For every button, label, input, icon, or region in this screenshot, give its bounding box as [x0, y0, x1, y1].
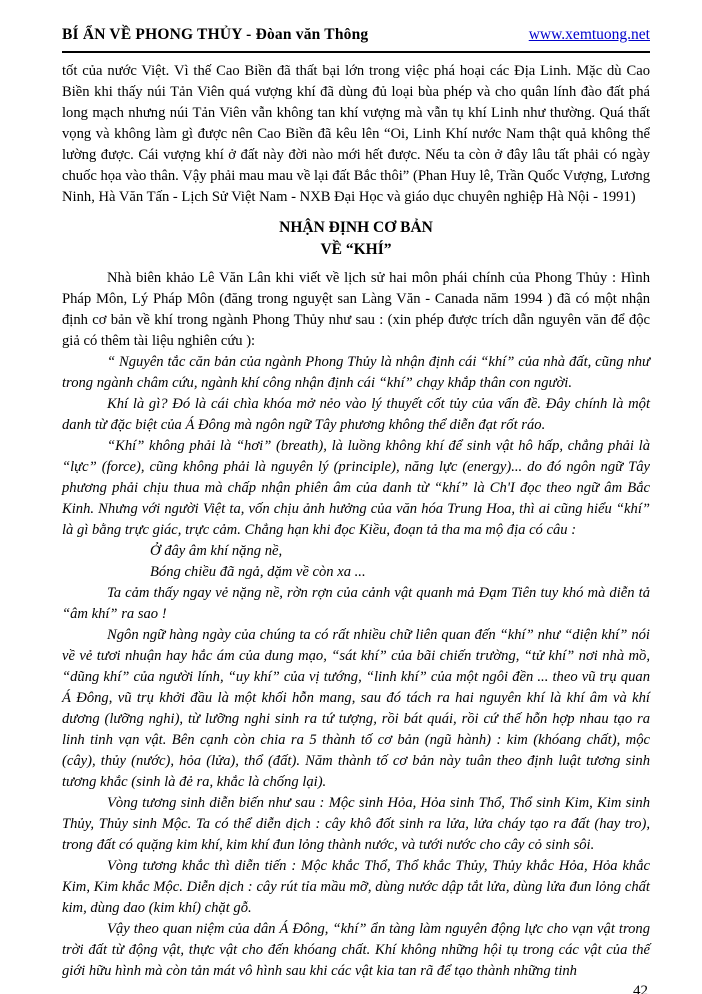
paragraph-quote-tuong-khac: Vòng tương khắc thì diễn tiến : Mộc khắc Thổ, Thổ khắc Thủy, Thủy khắc Hỏa, Hỏa khắc Kim, Kim khắc Mộc. Diễn dịch : cây rút tỉa mầu mỡ, dùng nước dập tắt lửa, dùng lửa đun lỏng chất kim, dùng dao (kim khí) chặt gỗ.: [62, 858, 650, 916]
paragraph-quote-everyday: Ngôn ngữ hàng ngày của chúng ta có rất nhiều chữ liên quan đến “khí” như “diện khí” nói về vẻ tươi nhuận hay hắc ám của dung mạo, “sát khí” của bãi chiến trường, “tử khí” nơi nhà mồ, “dũng khí” của người lính, “uy khí” của vị tướng, “linh khí” của một ngôi đền ... theo vũ trụ quan Á Đông, vũ trụ khởi đầu là một khối hỗn mang, sau đó tách ra hai nguyên khí là khí âm và khí dương (lưỡng nghi), từ lưỡng nghi sinh ra tứ tượng, rồi bát quái, rồi cứ thế hỗn hợp nhau tạo ra linh tinh vạn vật. Bên cạnh còn chia ra 5 thành tố cơ bản (ngũ hành) : kim (khóang chất), mộc (cây), thủy (nước), hỏa (lửa), thổ (đất). Năm thành tố cơ bản này tuân theo định luật tương sinh tương khắc (sinh là đẻ ra, khắc là chống lại).: [62, 627, 650, 790]
section-heading-line2: VỀ “KHÍ”: [320, 241, 392, 258]
paragraph-quote-conclusion: Vậy theo quan niệm của dân Á Đông, “khí” ẩn tàng làm nguyên động lực cho vạn vật trong trời đất từ động vật, thực vật cho đến khóang chất. Khí không những hội tụ trong các vật của thế giới hữu hình mà còn tản mát vô hình sau khi các vật kia tan rã để tạo thành những tinh: [62, 921, 650, 979]
section-heading: [62, 217, 650, 261]
section-heading-line1: NHẬN ĐỊNH CƠ BẢN: [279, 219, 433, 236]
paragraph-continuation: tốt của nước Việt. Vì thế Cao Biền đã thất bại lớn trong việc phá hoại các Địa Linh. Mặc dù Cao Biền khi thấy núi Tản Viên quá vượng khí đã dùng đủ loại bùa phép và cho quân lính đào đất phá long mạch nhưng núi Tản Viên vẫn không tan khí vượng mà vẫn tụ khí Linh như thường. Quá thất vọng và không làm gì được nên Cao Biền đã kêu lên “Oi, Linh Khí nước Nam thật quả không thể lường được. Cái vượng khí ở đất này đời nào mới hết được. Nếu ta còn ở đây lâu tất phải có ngày chuốc họa vào thân. Vậy phải mau mau về lại đất Bắc thôi” (Phan Huy lê, Trần Quốc Vượng, Lương Ninh, Hà Văn Tấn - Lịch Sử Việt Nam - NXB Đại Học và giáo dục chuyên nghiệp Hà Nội - 1991): [62, 63, 650, 205]
paragraph-quote-feeling: Ta cảm thấy ngay vẻ nặng nề, rờn rợn của cảnh vật quanh mả Đạm Tiên tuy khó mà diễn tả “âm khí” ra sao !: [62, 585, 650, 622]
site-link[interactable]: www.xemtuong.net: [528, 26, 650, 43]
page-number: 42: [633, 983, 648, 994]
paragraph-quote-not-breath: “Khí” không phải là “hơi” (breath), là luồng không khí để sinh vật hô hấp, chẳng phải là “lực” (force), cũng không phải là nguyên lý (principle), năng lực (energy)... do đó ngôn ngữ Tây phương phải chịu thua mà chấp nhận phiên âm của danh từ “khí” là Ch'I đọc theo ngữ âm Bắc Kinh. Nhưng với người Việt ta, vốn chịu ảnh hưởng của văn hóa Trung Hoa, thì ai cũng hiểu “khí” là gì bằng trực giác, trực cảm. Chẳng hạn khi đọc Kiều, đoạn tả tha ma mộ địa có câu :: [62, 438, 650, 538]
verse-line-1: Ở đây âm khí nặng nề,: [150, 543, 283, 559]
book-title: BÍ ẨN VỀ PHONG THỦY - Đòan văn Thông: [62, 26, 369, 43]
paragraph-quote-tuong-sinh: Vòng tương sinh diễn biến như sau : Mộc sinh Hỏa, Hỏa sinh Thổ, Thổ sinh Kim, Kim sinh Thủy, Thủy sinh Mộc. Ta có thể diễn dịch : cây khô đốt sinh ra lửa, lửa cháy tạo ra đất (hay tro), trong đất có quặng kim khí, kim khí đun lỏng thành nước, và tưới nước cho cây cỏ sinh sôi.: [62, 795, 650, 853]
paragraph-intro: Nhà biên khảo Lê Văn Lân khi viết về lịch sử hai môn phái chính của Phong Thủy : Hình Pháp Môn, Lý Pháp Môn (đăng trong nguyệt san Làng Văn - Canada năm 1994 ) đã có một nhận định cơ bản về khí trong ngành Phong Thủy như sau : (xin phép được trích dẫn nguyên văn để độc giả có thêm tài liệu nghiên cứu ):: [62, 270, 650, 349]
page-body: [62, 61, 650, 982]
verse-line-2: Bóng chiều đã ngả, dặm về còn xa ...: [150, 564, 366, 580]
paragraph-quote-principle: “ Nguyên tắc căn bản của ngành Phong Thủy là nhận định cái “khí” của nhà đất, cũng như trong ngành châm cứu, ngành khí công nhận định cái “khí” chạy khắp thân con người.: [62, 354, 650, 391]
paragraph-quote-what-is-khi: Khí là gì? Đó là cái chìa khóa mở nẻo vào lý thuyết cốt tủy của vấn đề. Đây chính là một danh từ đặc biệt của Á Đông mà ngôn ngữ Tây phương không thể diễn đạt rốt ráo.: [62, 396, 650, 433]
header-divider: [62, 51, 650, 53]
page-header: [62, 26, 650, 44]
